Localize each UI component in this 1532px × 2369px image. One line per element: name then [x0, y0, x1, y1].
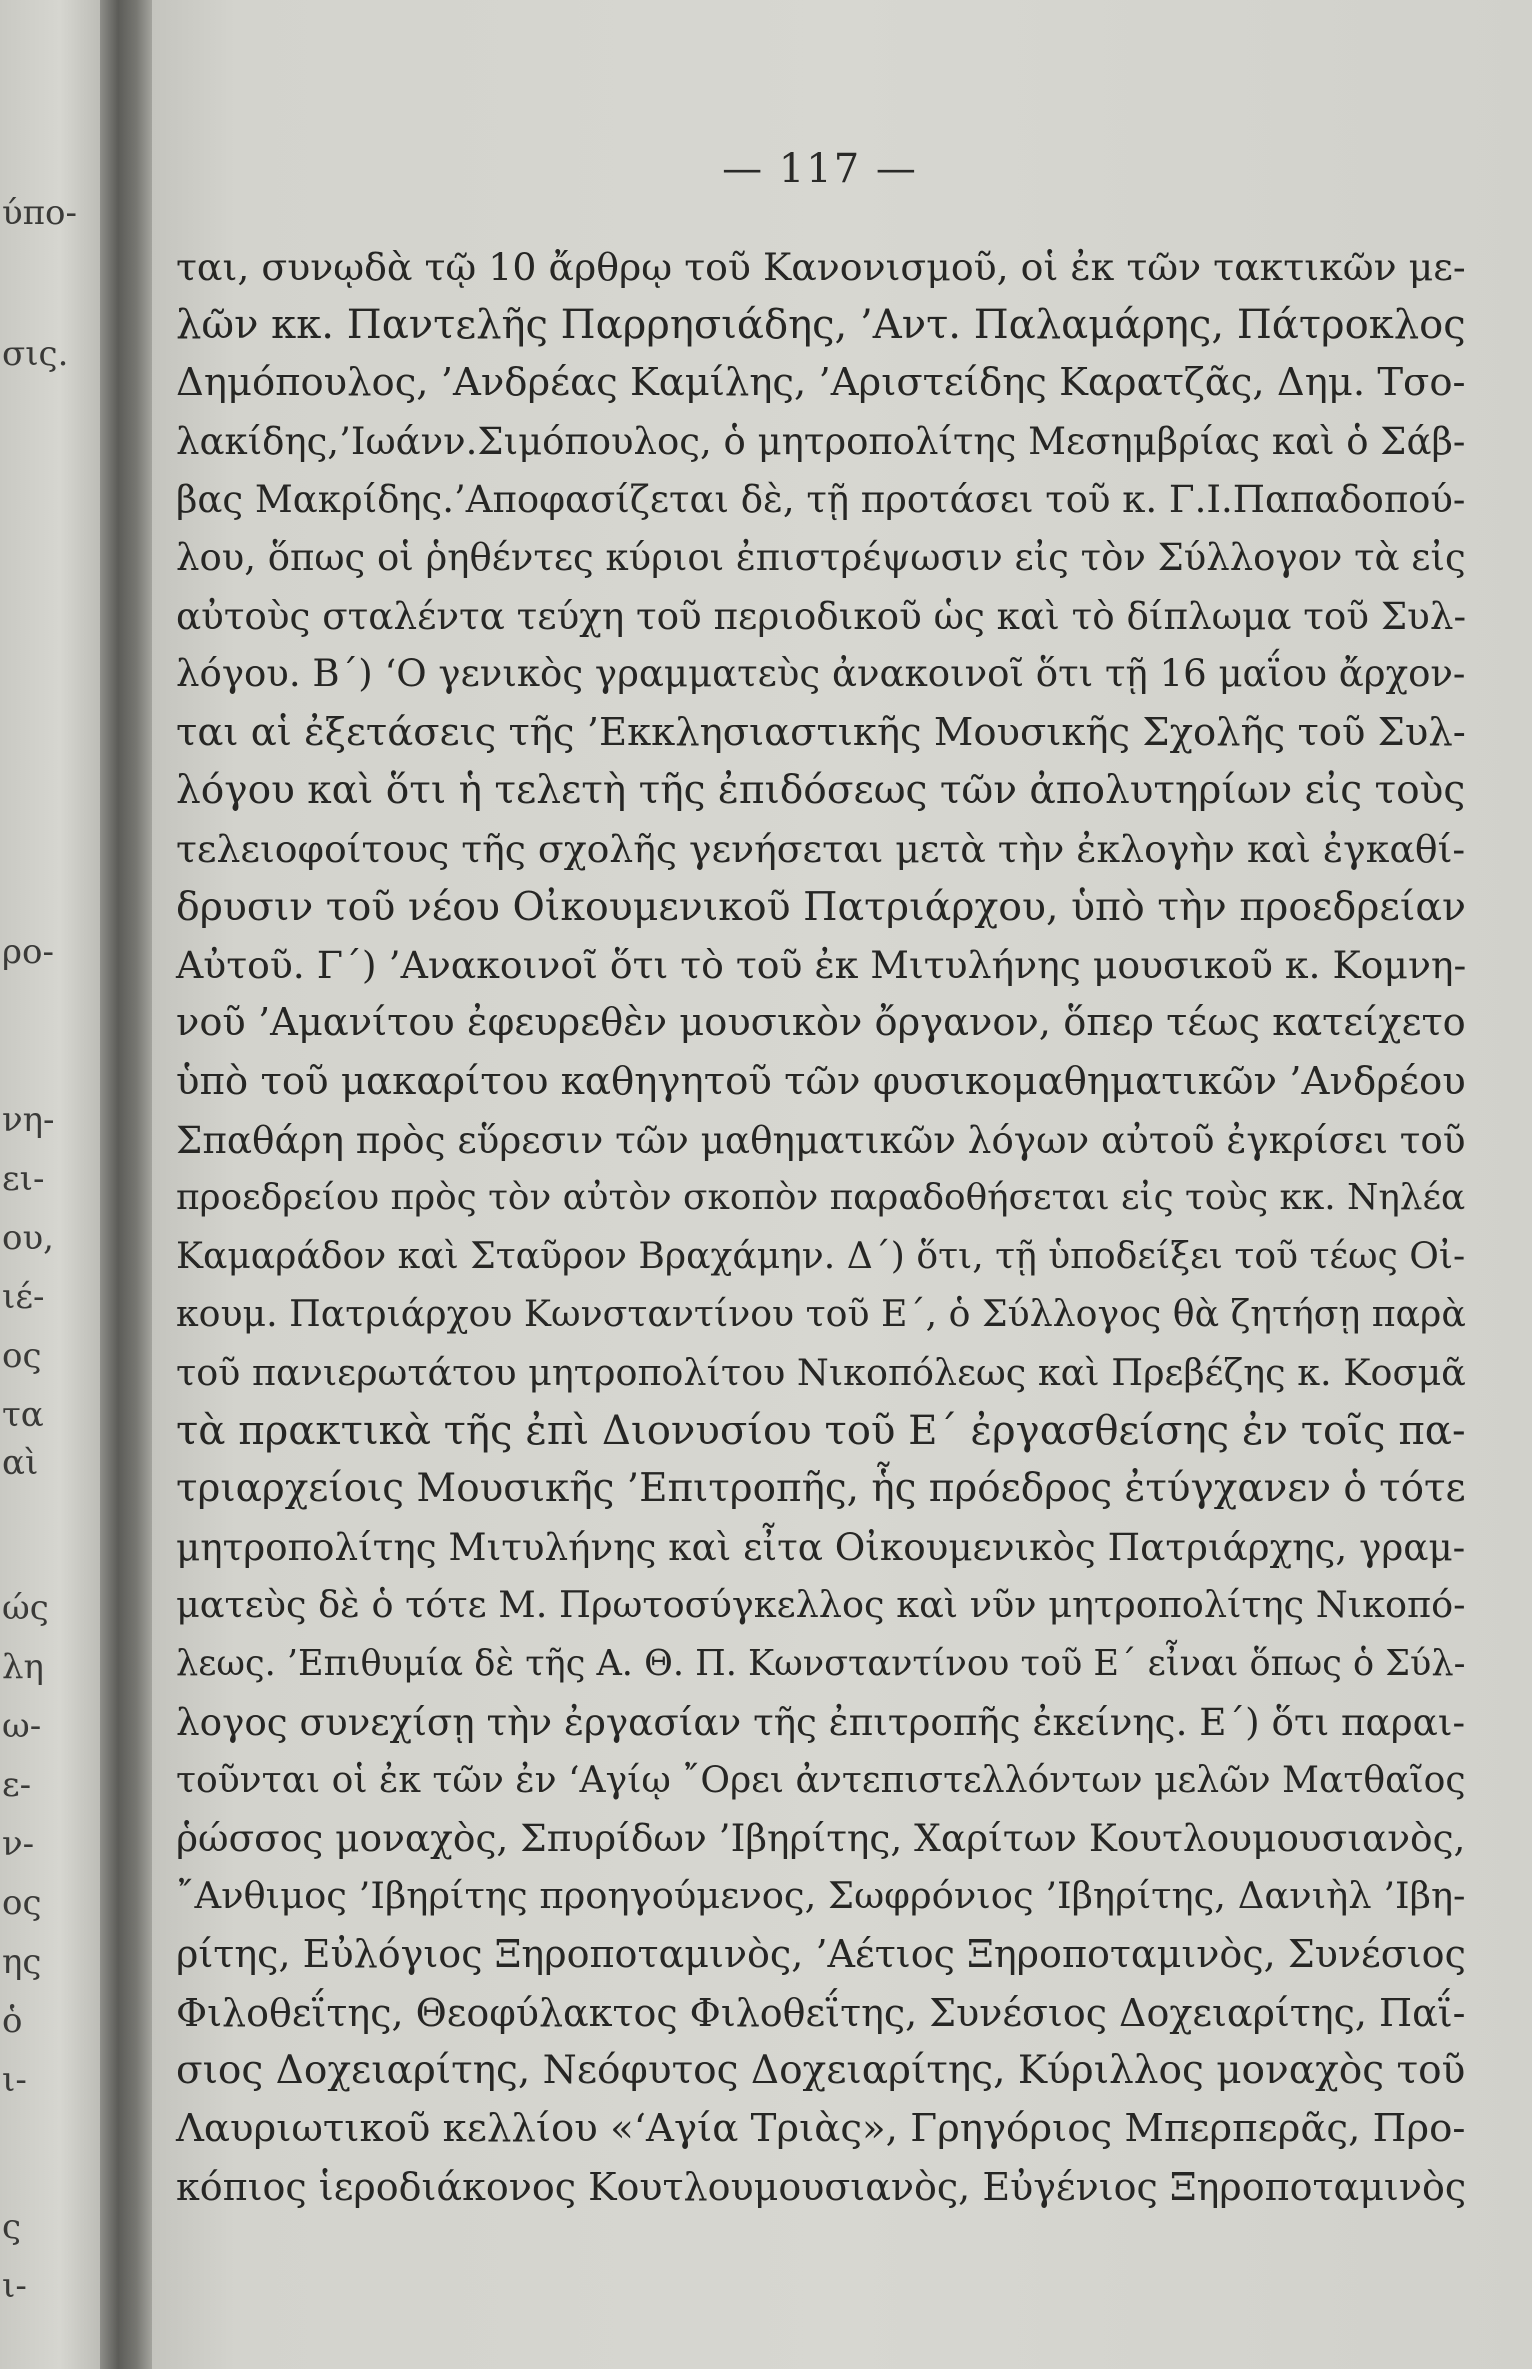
- document-page: [152, 0, 1532, 2369]
- text-line: Λαυριωτικοῦ κελλίου «‘Αγία Τριὰς», Γρηγόριος Μπερπερᾶς, Προ-: [176, 2106, 1466, 2151]
- margin-fragment: ώς: [2, 1588, 49, 1628]
- margin-fragment: ει-: [2, 1159, 45, 1199]
- text-line: νοῦ ’Αμανίτου ἐφευρεθὲν μουσικὸν ὄργανον, ὅπερ τέως κατείχετο: [176, 1000, 1466, 1046]
- text-line: κουμ. Πατριάρχου Κωνσταντίνου τοῦ Ε΄, ὁ Σύλλογος θὰ ζητήσῃ παρὰ: [176, 1292, 1466, 1336]
- margin-fragment: ρο-: [2, 932, 54, 972]
- text-line: ματεὺς δὲ ὁ τότε Μ. Πρωτοσύγκελλος καὶ νῦν μητροπολίτης Νικοπό-: [176, 1583, 1466, 1627]
- text-line: τριαρχείοις Μουσικῆς ’Επιτροπῆς, ἧς πρόεδρος ἐτύγχανεν ὁ τότε: [176, 1465, 1466, 1511]
- margin-fragment: ιέ-: [2, 1277, 45, 1317]
- text-line: ὑπὸ τοῦ μακαρίτου καθηγητοῦ τῶν φυσικομαθηματικῶν ’Ανδρέου: [176, 1058, 1466, 1104]
- text-line: λογος συνεχίσῃ τὴν ἐργασίαν τῆς ἐπιτροπῆς ἐκείνης. Ε΄) ὅτι παραι-: [176, 1699, 1466, 1744]
- text-line: Καμαράδον καὶ Σταῦρον Βραχάμην. Δ΄) ὅτι, τῇ ὑποδείξει τοῦ τέως Οἰ-: [176, 1234, 1466, 1278]
- text-line: αὐτοὺς σταλέντα τεύχη τοῦ περιοδικοῦ ὡς καὶ τὸ δίπλωμα τοῦ Συλ-: [176, 594, 1467, 639]
- text-line: Σπαθάρη πρὸς εὕρεσιν τῶν μαθηματικῶν λόγων αὐτοῦ ἐγκρίσει τοῦ: [176, 1117, 1466, 1162]
- margin-fragment: ς: [2, 2207, 22, 2247]
- book-gutter: [100, 0, 152, 2369]
- margin-fragment: λη: [2, 1647, 44, 1687]
- text-line: τελειοφοίτους τῆς σχολῆς γενήσεται μετὰ τὴν ἐκλογὴν καὶ ἐγκαθί-: [176, 826, 1466, 871]
- text-line: λῶν κκ. Παντελῆς Παρρησιάδης, ’Αντ. Παλαμάρης, Πάτροκλος: [176, 302, 1466, 349]
- text-line: κόπιος ἱεροδιάκονος Κουτλουμουσιανὸς, Εὐγένιος Ξηροποταμινὸς: [176, 2165, 1467, 2210]
- text-line: λακίδης,’Ιωάνν.Σιμόπουλος, ὁ μητροπολίτης Μεσημβρίας καὶ ὁ Σάβ-: [176, 419, 1466, 463]
- margin-fragment: ν-: [2, 1824, 35, 1864]
- text-line: δρυσιν τοῦ νέου Οἰκουμενικοῦ Πατριάρχου, ὑπὸ τὴν προεδρείαν: [176, 884, 1466, 931]
- text-line: ρίτης, Εὐλόγιος Ξηροποταμινὸς, ’Αέτιος Ξηροποταμινὸς, Συνέσιος: [176, 1932, 1466, 1977]
- text-line: λόγου. Β΄) ‘Ο γενικὸς γραμματεὺς ἀνακοινοῖ ὅτι τῇ 16 μαΐου ἄρχον-: [176, 652, 1466, 696]
- text-line: μητροπολίτης Μιτυλήνης καὶ εἶτα Οἰκουμενικὸς Πατριάρχης, γραμ-: [176, 1525, 1466, 1570]
- text-line: λεως. ’Επιθυμία δὲ τῆς Α. Θ. Π. Κωνσταντίνου τοῦ Ε΄ εἶναι ὅπως ὁ Σύλ-: [176, 1642, 1466, 1684]
- page-number: — 117 —: [722, 146, 918, 192]
- text-line: ται αἱ ἐξετάσεις τῆς ’Εκκλησιαστικῆς Μουσικῆς Σχολῆς τοῦ Συλ-: [176, 709, 1466, 755]
- margin-fragment: ω-: [2, 1706, 42, 1746]
- margin-fragment: αὶ: [2, 1443, 39, 1483]
- text-line: τοῦ πανιερωτάτου μητροπολίτου Νικοπόλεως καὶ Πρεβέζης κ. Κοσμᾶ: [176, 1350, 1466, 1394]
- text-line: λου, ὅπως οἱ ῥηθέντες κύριοι ἐπιστρέψωσιν εἰς τὸν Σύλλογον τὰ εἰς: [176, 535, 1466, 579]
- text-line: βας Μακρίδης.’Αποφασίζεται δὲ, τῇ προτάσει τοῦ κ. Γ.Ι.Παπαδοπού-: [176, 477, 1466, 521]
- margin-fragment: ε-: [2, 1765, 32, 1805]
- margin-fragment: σις.: [2, 334, 69, 374]
- margin-fragment: ου,: [2, 1218, 54, 1258]
- margin-fragment: ος: [2, 1336, 42, 1376]
- margin-fragment: ι-: [2, 2266, 27, 2306]
- text-line: λόγου καὶ ὅτι ἡ τελετὴ τῆς ἐπιδόσεως τῶν ἀπολυτηρίων εἰς τοὺς: [176, 767, 1466, 813]
- text-line: τὰ πρακτικὰ τῆς ἐπὶ Διονυσίου τοῦ Ε΄ ἐργασθείσης ἐν τοῖς πα-: [176, 1407, 1466, 1454]
- adjacent-page-sliver: [0, 0, 100, 2369]
- text-line: προεδρείου πρὸς τὸν αὐτὸν σκοπὸν παραδοθήσεται εἰς τοὺς κκ. Νηλέα: [176, 1177, 1466, 1218]
- margin-fragment: τα: [2, 1395, 44, 1435]
- margin-fragment: ι-: [2, 2060, 27, 2100]
- text-line: ται, συνῳδὰ τῷ 10 ἄρθρῳ τοῦ Κανονισμοῦ, οἱ ἐκ τῶν τακτικῶν με-: [176, 245, 1466, 289]
- margin-fragment: νη-: [2, 1100, 55, 1140]
- text-line: Δημόπουλος, ’Ανδρέας Καμίλης, ’Αριστείδης Καρατζᾶς, Δημ. Τσο-: [176, 360, 1466, 406]
- margin-fragment: ης: [2, 1942, 42, 1982]
- body-text: [176, 238, 1466, 2216]
- margin-fragment: ὁ: [2, 2001, 23, 2041]
- text-line: τοῦνται οἱ ἐκ τῶν ἐν ‘Αγίῳ ῎Ορει ἀντεπιστελλόντων μελῶν Ματθαῖος: [176, 1757, 1466, 1801]
- text-line: ῎Ανθιμος ’Ιβηρίτης προηγούμενος, Σωφρόνιος ’Ιβηρίτης, Δανιὴλ ’Ιβη-: [176, 1874, 1466, 1918]
- text-line: σιος Δοχειαρίτης, Νεόφυτος Δοχειαρίτης, Κύριλλος μοναχὸς τοῦ: [176, 2047, 1466, 2093]
- margin-fragment: ος: [2, 1883, 42, 1923]
- margin-fragment: ύπο-: [2, 193, 77, 233]
- text-line: Αὐτοῦ. Γ΄) ’Ανακοινοῖ ὅτι τὸ τοῦ ἐκ Μιτυλήνης μουσικοῦ κ. Κομνη-: [176, 943, 1467, 988]
- text-line: ῥώσσος μοναχὸς, Σπυρίδων ’Ιβηρίτης, Χαρίτων Κουτλουμουσιανὸς,: [176, 1816, 1466, 1861]
- text-line: Φιλοθεΐτης, Θεοφύλακτος Φιλοθεΐτης, Συνέσιος Δοχειαρίτης, Παΐ-: [176, 1990, 1466, 2035]
